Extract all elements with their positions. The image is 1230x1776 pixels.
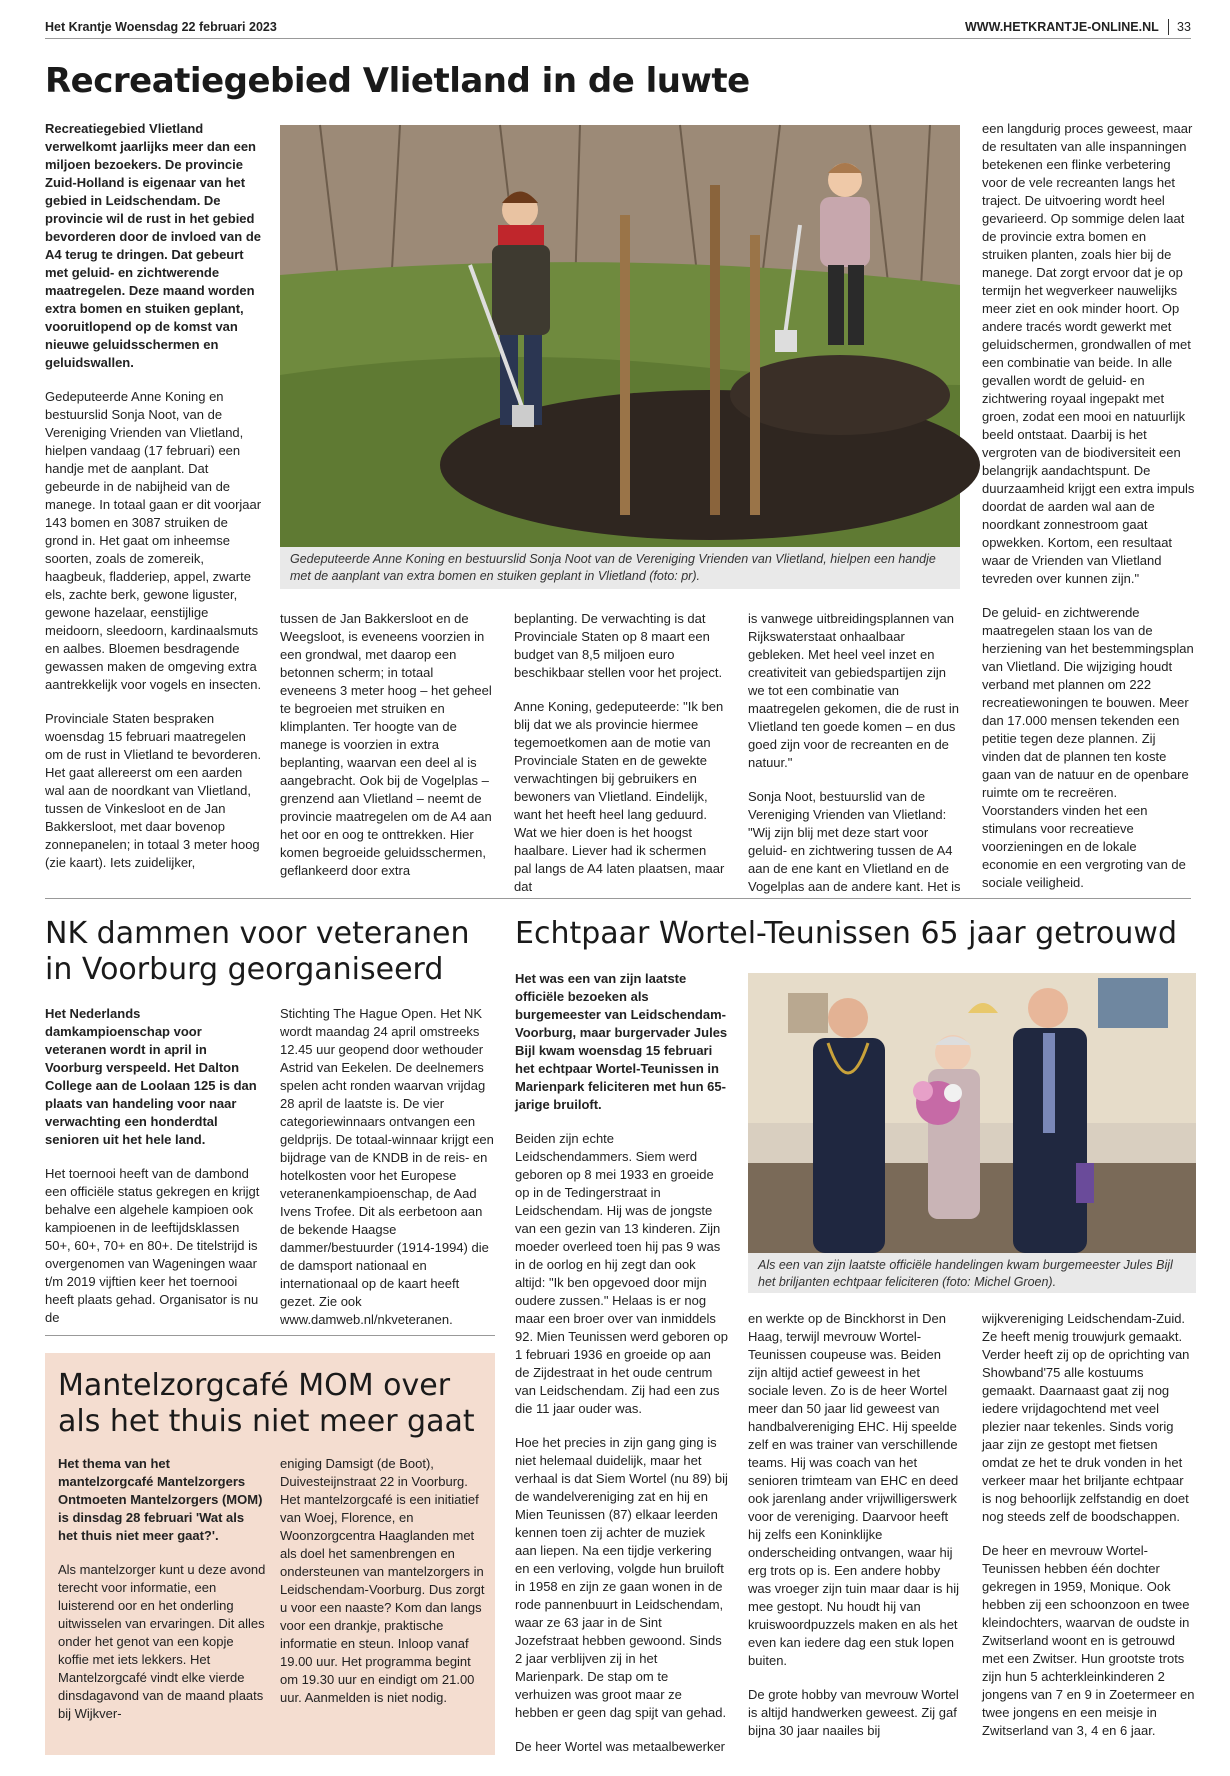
article1-paragraph: is vanwege uitbreidingsplannen van Rijkswaterstaat onhaalbaar gebleken. Met heel veel inzet en creativiteit van gebiedspartijen zijn we tot een combinatie van maatregelen gekomen, die de rust in Vlietland ten goede komen – en dus goed zijn voor de recreanten en de natuur." xyxy=(748,611,960,770)
article3-lead: Het thema van het mantelzorgcafé Mantelzorgers Ontmoeten Mantelzorgers (MOM) is dinsdag 28 februari 'Wat als het thuis niet meer gaat?'. xyxy=(58,1456,263,1543)
article4-paragraph: en werkte op de Binckhorst in Den Haag, terwijl mevrouw Wortel-Teunissen coupeuse was. Beiden zijn altijd actief geweest in het sociale leven. Zo is de heer Wortel meer dan 50 jaar lid geweest van handbalvereniging EHC. Hij speelde zelf en was trainer van verschillende teams. Hij was coach van het senioren trimteam van EHC en deed ook jarenlang ander vrijwilligerswerk voor de vereniging. Daarvoor heeft hij zelfs een Koninklijke onderscheiding ontvangen, waar hij erg trots op is. Een andere hobby was vroeger zijn tuin maar daar is hij mee gestopt. Nu houdt hij van kruiswoordpuzzels maken en als het even kan iedere dag een stuk lopen buiten. xyxy=(748,1311,959,1668)
article3-title xyxy=(58,1368,475,1440)
article1-lead: Recreatiegebied Vlietland verwelkomt jaarlijks meer dan een miljoen bezoekers. De provincie Zuid-Holland is eigenaar van het gebied in Leidschendam. De provincie wil de rust in het gebied bevorderen door de invloed van de A4 terug te dringen. Dat gebeurt met geluid- en zichtwerende maatregelen. Deze maand worden extra bomen en stuiken geplant, vooruitlopend op de komst van nieuwe geluidsschermen en geluidswallen. xyxy=(45,121,261,370)
article4-paragraph: Beiden zijn echte Leidschendammers. Siem werd geboren op 8 mei 1933 en groeide op in de Tedingerstraat in Leidschendam. Hij was de jongste van een gezin van 13 kinderen. Zijn moeder overleed toen hij pas 9 was in de oorlog en hij zegt dan ook altijd: "Ik ben opgevoed door mijn oudere zussen." Helaas is er nog maar een broer over van inmiddels 92. Mien Teunissen werd geboren op 1 februari 1936 en groeide op aan de Zijdestraat in het oude centrum van Leidschendam. Zij had een zus die 11 jaar ouder was. xyxy=(515,1131,728,1416)
article2-title-line2: in Voorburg georganiseerd xyxy=(45,952,444,987)
article1-col5 xyxy=(982,120,1195,890)
article3-col1 xyxy=(58,1455,266,1745)
article2-title-line1: NK dammen voor veteranen xyxy=(45,916,470,951)
section-divider xyxy=(45,898,1191,899)
article4-caption: Als een van zijn laatste officiële handelingen kwam burgemeester Jules Bijl het briljanten echtpaar feliciteren (foto: Michel Groen). xyxy=(748,1253,1196,1293)
article1-paragraph: De geluid- en zichtwerende maatregelen staan los van de herziening van het bestemmingsplan van Vlietland. Die wijziging houdt verband met plannen om 222 recreatiewoningen te bouwen. Meer dan 17.000 mensen tekenden een petitie tegen deze plannen. Zij vinden dat de plannen ten koste gaan van de natuur en de openbare ruimte om te recreëren. Voorstanders vinden het een stimulans voor recreatieve voorzieningen en de lokale economie en een vergroting van de sociale veiligheid. xyxy=(982,605,1194,890)
article1-col2 xyxy=(280,610,493,880)
header-issue-text: Het Krantje Woensdag 22 februari 2023 xyxy=(45,20,277,34)
article2-paragraph: Stichting The Hague Open. Het NK wordt maandag 24 april omstreeks 12.45 uur geopend door wethouder Astrid van Eekelen. De deelnemers spelen acht ronden waarvan vrijdag 28 april de laatste is. De vier categoriewinnaars ontvangen een geldprijs. De totaal-winnaar krijgt een bijdrage van de KNDB in de reis- en hotelkosten voor het Europese veteranenkampioenschap, de Aad Ivens Trofee. Dit als eerbetoon aan de bekende Haagse dammer/bestuurder (1914-1994) die de damsport nationaal en internationaal op de kaart heeft gezet. Zie ook www.damweb.nl/nkveteranen. xyxy=(280,1006,494,1327)
article4-paragraph: De grote hobby van mevrouw Wortel is altijd handwerken geweest. Zij gaf bijna 30 jaar naailes bij xyxy=(748,1687,959,1738)
section-divider xyxy=(45,1335,495,1336)
article1-col1 xyxy=(45,120,263,880)
article4-lead: Het was een van zijn laatste officiële bezoeken als burgemeester van Leidschendam-Voorburg, maar burgervader Jules Bijl kwam woensdag 15 februari het echtpaar Wortel-Teunissen in Marienpark feliciteren met hun 65-jarige bruiloft. xyxy=(515,971,728,1112)
article3-paragraph: eniging Damsigt (de Boot), Duivesteijnstraat 22 in Voorburg. Het mantelzorgcafé is een initiatief van Woej, Florence, en Woonzorgcentra Haaglanden met als doel het samenbrengen en ondersteunen van mantelzorgers in Leidschendam-Voorburg. Dus zorgt u voor een naaste? Kom dan langs voor een drankje, praktische informatie en steun. Inloop vanaf 19.00 uur. Het programma begint om 19.30 uur en eindigt om 21.00 uur. Aanmelden is niet nodig. xyxy=(280,1456,485,1705)
article2-lead: Het Nederlands damkampioenschap voor veteranen wordt in april in Voorburg verspeeld. Het Dalton College aan de Loolaan 125 is dan plaats van handeling voor naar verwachting een honderdtal senioren uit het hele land. xyxy=(45,1006,257,1147)
article1-photo xyxy=(280,125,960,547)
header-issue xyxy=(45,20,277,34)
article1-paragraph: Provinciale Staten bespraken woensdag 15 februari maatregelen om de rust in Vlietland te bevorderen. Het gaat allereerst om een aarden wal aan de noordkant van Vlietland, tussen de Vinkesloot en de Jan Bakkersloot, met daar bovenop zonnepanelen; in totaal 3 meter hoog (zie kaart). Iets zuidelijker, xyxy=(45,711,262,870)
article1-paragraph: een langdurig proces geweest, maar de resultaten van alle inspanningen betekenen een flinke verbetering voor de vele recreanten langs het traject. De uitvoering wordt heel gevarieerd. Op sommige delen laat de provincie extra bomen en struiken planten, zoals hier bij de manege. Dat zorgt ervoor dat je op termijn het wegverkeer nauwelijks meer ziet en ook minder hoort. Op andere tracés wordt gewerkt met geluidschermen, grondwallen of met een combinatie van beide. In alle gevallen wordt de geluid- en zichtwering royaal ingepakt met groen, zodat een mooi en natuurlijk beeld ontstaat. Daarbij is het vergroten van de biodiversiteit een belangrijk aandachtspunt. De duurzaamheid krijgt een extra impuls doordat de aarden wal aan de noordkant zonnestroom gaat opwekken. Kortom, een resultaat waar de Vrienden van Vlietland tevreden over kunnen zijn." xyxy=(982,121,1195,586)
article4-col1 xyxy=(515,970,728,1754)
article2-col2 xyxy=(280,1005,495,1325)
page-number: 33 xyxy=(1177,20,1191,34)
article3-title-line2: als het thuis niet meer gaat xyxy=(58,1404,475,1439)
article1-paragraph: tussen de Jan Bakkersloot en de Weegsloot, is eveneens voorzien in een grondwal, met daarop een betonnen scherm; in totaal eveneens 3 meter hoog – het geheel te begroeien met struiken en klimplanten. Ter hoogte van de manege is voorzien in extra beplanting, waarvan een deel al is aangebracht. Ook bij de Vogelplas – grenzend aan Vlietland – neemt de provincie maatregelen om de A4 aan het oor en oog te onttrekken. Hier komen begroeide geluidsschermen, geflankeerd door extra xyxy=(280,611,492,878)
article4-paragraph: De heer en mevrouw Wortel-Teunissen hebben één dochter gekregen in 1959, Monique. Ook hebben zij een schoonzoon en twee kleindochters, waarvan de oudste in Zwitserland woont en is getrouwd met een Zwitser. Hun grootste trots zijn hun 5 achterkleinkinderen 2 jongens van 7 en 9 in Zoetermeer en twee jongens en een meisje in Zwitserland van 3, 4 en 6 jaar. xyxy=(982,1543,1195,1738)
article2-title xyxy=(45,916,470,988)
header-divider xyxy=(1168,19,1169,35)
article1-col3 xyxy=(514,610,727,894)
header-rule xyxy=(45,38,1191,39)
article3-col2 xyxy=(280,1455,485,1745)
article1-title: Recreatiegebied Vlietland in de luwte xyxy=(45,61,750,101)
article3-paragraph: Als mantelzorger kunt u deze avond terecht voor informatie, een luisterend oor en het onderling uitwisselen van ervaringen. Dit alles onder het genot van een kopje koffie met iets lekkers. Het Mantelzorgcafé vindt elke vierde dinsdagavond van de maand plaats bij Wijkver- xyxy=(58,1562,266,1721)
article3-title-line1: Mantelzorgcafé MOM over xyxy=(58,1368,451,1403)
article4-col2 xyxy=(748,1310,961,1750)
article1-paragraph: beplanting. De verwachting is dat Provinciale Staten op 8 maart een budget van 8,5 miljoen euro beschikbaar stellen voor het project. xyxy=(514,611,723,680)
article4-title: Echtpaar Wortel-Teunissen 65 jaar getrouwd xyxy=(515,916,1178,951)
article1-caption: Gedeputeerde Anne Koning en bestuurslid Sonja Noot van de Vereniging Vrienden van Vlietland, hielpen een handje met de aanplant van extra bomen en stuiken geplant in Vlietland (foto: pr). xyxy=(280,547,960,589)
article4-paragraph: De heer Wortel was metaalbewerker xyxy=(515,1739,726,1754)
article4-paragraph: wijkvereniging Leidschendam-Zuid. Ze heeft menig trouwjurk gemaakt. Verder heeft zij op de oprichting van Showband'75 alle kostuums gemaakt. Daarnaast gaat zij nog iedere vrijdagochtend met veel plezier naar tekenles. Sinds vorig jaar zijn ze gestopt met fietsen omdat ze het te druk vonden in het verkeer maar het briljante echtpaar is nog behoorlijk zelfstandig en doet nog steeds zelf de boodschappen. xyxy=(982,1311,1190,1524)
article1-paragraph: Sonja Noot, bestuurslid van de Vereniging Vrienden van Vlietland: "Wij zijn blij met deze start voor geluid- en zichtwering tussen de A4 aan de ene kant en Vlietland en de Vogelplas aan de andere kant. Het is xyxy=(748,789,961,894)
article2-paragraph: Het toernooi heeft van de dambond een officiële status gekregen en krijgt behalve een algehele kampioen ook kampioenen in de leeftijdsklassen 50+, 60+, 70+ en 80+. De titelstrijd is overgenomen van Wageningen waar t/m 2019 vijftien keer het toernooi heeft plaats gehad. Organisator is nu de xyxy=(45,1166,260,1325)
article4-col3 xyxy=(982,1310,1195,1750)
article1-col4 xyxy=(748,610,961,894)
header-url[interactable]: WWW.HETKRANTJE-ONLINE.NL xyxy=(965,20,1159,34)
article1-paragraph: Anne Koning, gedeputeerde: "Ik ben blij dat we als provincie hiermee tegemoetkomen aan de motie van Provinciale Staten en de gewekte verwachtingen bij gebruikers en bewoners van Vlietland. Eindelijk, want het heeft heel lang geduurd. Wat we hier doen is het hoogst haalbare. Liever had ik schermen pal langs de A4 laten plaatsen, maar dat xyxy=(514,699,725,894)
article2-col1 xyxy=(45,1005,265,1325)
article4-photo xyxy=(748,973,1196,1253)
article1-paragraph: Gedeputeerde Anne Koning en bestuurslid Sonja Noot, van de Vereniging Vrienden van Vlietland, hielpen vandaag (17 februari) een handje met de aanplant. Dat gebeurde in de nabijheid van de manege. In totaal gaan er dit voorjaar 143 bomen en 3087 struiken de grond in. Het gaat om inheemse soorten, zoals de zomereik, haagbeuk, fladderiep, appel, zwarte els, zachte berk, gewone liguster, gewone hazelaar, eenstijlige meidoorn, sleedoorn, kardinaalsmuts en aalbes. Bloemen besdragende gewassen maken de omgeving extra aantrekkelijk voor vogels en insecten. xyxy=(45,389,262,692)
article4-paragraph: Hoe het precies in zijn gang ging is niet helemaal duidelijk, maar het verhaal is dat Siem Wortel (nu 89) bij de wandelvereniging zat en hij en Mien Teunissen (87) elkaar leerden kennen toen zij achter de muziek aan liepen. Na een tijdje verkering en een verloving, volgde hun bruiloft in 1958 en zijn ze gaan wonen in de rode pannenbuurt in Leidschendam, waar ze 63 jaar in de Sint Jozefstraat hebben gewoond. Sinds 2 jaar verblijven zij in het Marienpark. De stap om te verhuizen was groot maar ze hebben er geen dag spijt van gehad. xyxy=(515,1435,728,1720)
